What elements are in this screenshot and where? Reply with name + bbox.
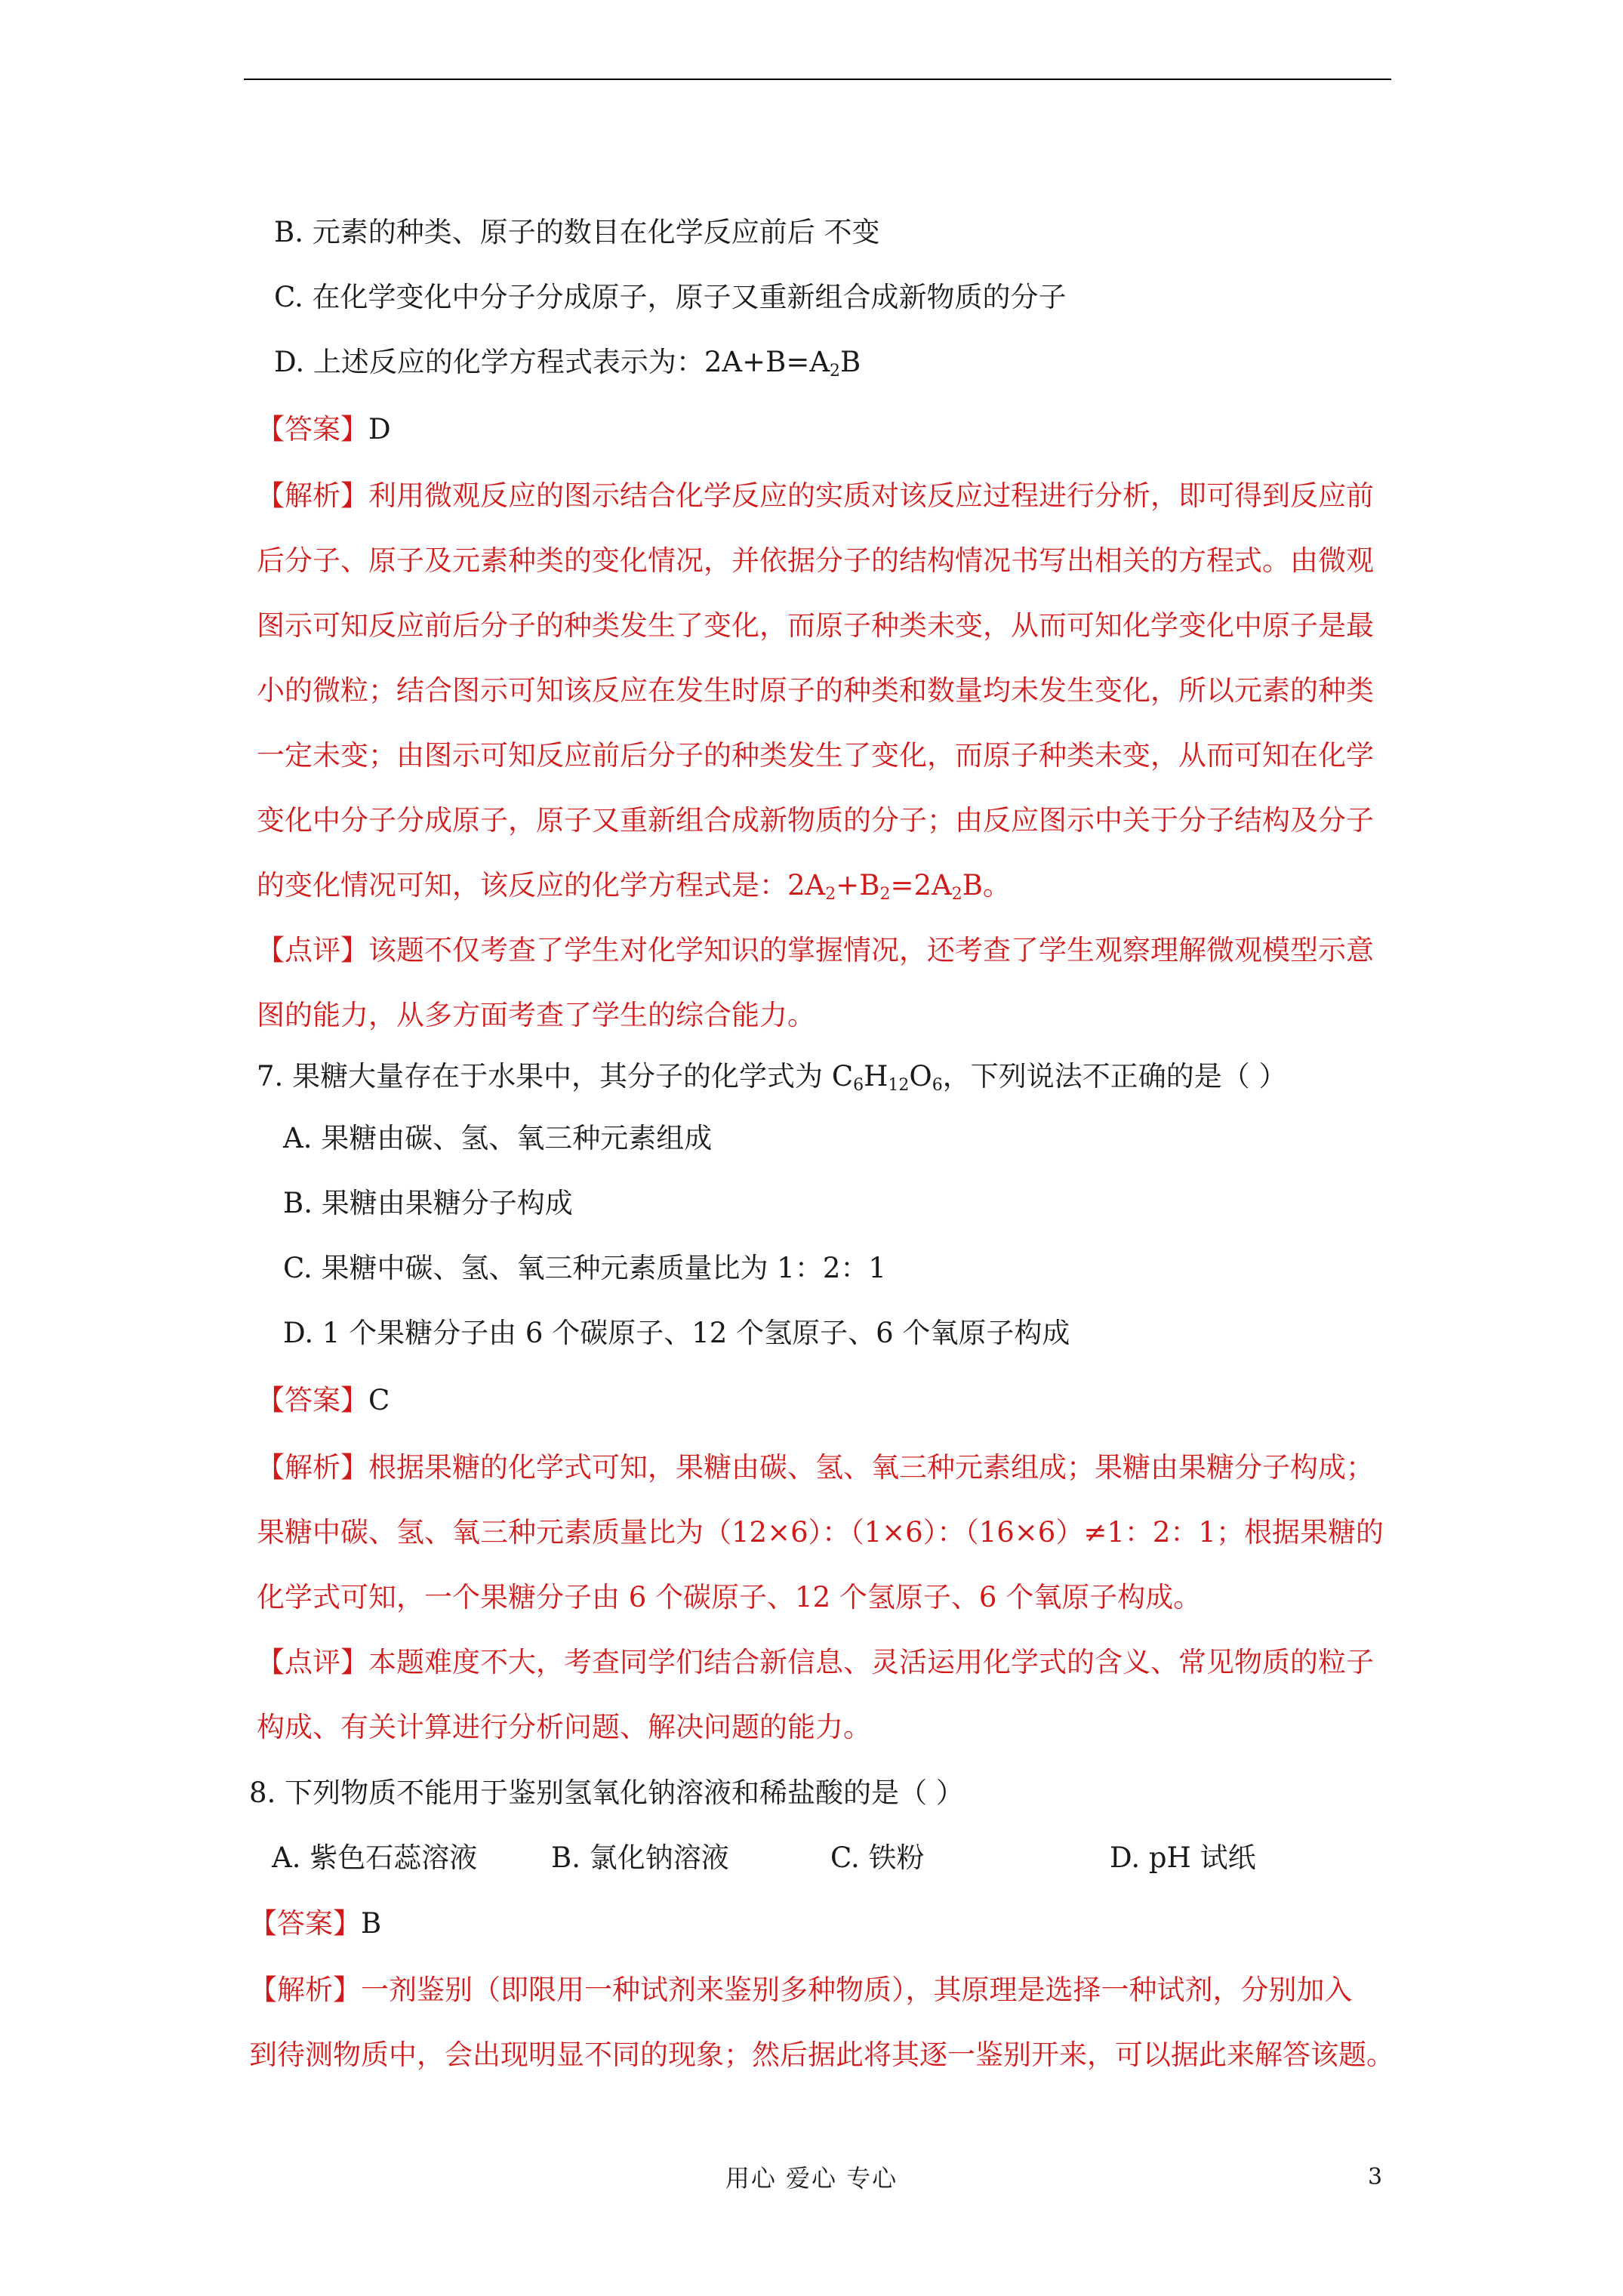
q6-option-b: B. 元素的种类、原子的数目在化学反应前后 不变 bbox=[274, 216, 880, 248]
q7-option-c: C. 果糖中碳、氢、氧三种元素质量比为 1：2：1 bbox=[283, 1252, 886, 1284]
q7-comment-line-2: 构成、有关计算进行分析问题、解决问题的能力。 bbox=[257, 1711, 871, 1743]
q6-analysis-line-3: 图示可知反应前后分子的种类发生了变化，而原子种类未变，从而可知化学变化中原子是最 bbox=[257, 609, 1374, 642]
q8-option-b: B. 氯化钠溶液 bbox=[551, 1841, 729, 1874]
q6-analysis-line-4: 小的微粒；结合图示可知该反应在发生时原子的种类和数量均未发生变化，所以元素的种类 bbox=[257, 674, 1374, 707]
header-rule bbox=[244, 79, 1391, 80]
answer-tag: 【答案】 bbox=[257, 1384, 368, 1416]
q7-analysis-line-3: 化学式可知，一个果糖分子由 6 个碳原子、12 个氢原子、6 个氧原子构成。 bbox=[257, 1581, 1202, 1613]
q8-option-d: D. pH 试纸 bbox=[1110, 1841, 1256, 1874]
q7-option-b: B. 果糖由果糖分子构成 bbox=[283, 1187, 573, 1219]
q6-analysis-line-5: 一定未变；由图示可知反应前后分子的种类发生了变化，而原子种类未变，从而可知在化学 bbox=[257, 739, 1374, 772]
q8-options-row bbox=[272, 1840, 1256, 1876]
q7-stem: 7. 果糖大量存在于水果中，其分子的化学式为 $C_6H_{12}O_6$，下列说法不正确的是（ ） bbox=[257, 1060, 1287, 1095]
answer-value: C bbox=[368, 1384, 390, 1416]
analysis-tag: 【解析】 bbox=[257, 479, 368, 512]
q8-analysis-line-1: 【解析】一剂鉴别（即限用一种试剂来鉴别多种物质），其原理是选择一种试剂，分别加入 bbox=[249, 1974, 1353, 2006]
answer-tag: 【答案】 bbox=[257, 413, 368, 445]
q6-option-d: D. 上述反应的化学方程式表示为：$2A+B=A_2B$ bbox=[274, 346, 861, 381]
q6-comment-line-2: 图的能力，从多方面考查了学生的综合能力。 bbox=[257, 999, 815, 1031]
q8-analysis-line-2: 到待测物质中，会出现明显不同的现象；然后据此将其逐一鉴别开来，可以据此来解答该题。 bbox=[249, 2039, 1394, 2071]
comment-tag: 【点评】 bbox=[257, 934, 368, 966]
q7-analysis-line-2: 果糖中碳、氢、氧三种元素质量比为（12×6）：（1×6）：（16×6）≠1：2：1；根据果糖的 bbox=[257, 1516, 1384, 1549]
q6-analysis-line-1: 【解析】利用微观反应的图示结合化学反应的实质对该反应过程进行分析，即可得到反应前 bbox=[257, 479, 1374, 512]
q6-analysis-line-2: 后分子、原子及元素种类的变化情况，并依据分子的结构情况书写出相关的方程式。由微观 bbox=[257, 544, 1374, 577]
answer-value: B bbox=[361, 1907, 382, 1940]
page-number: 3 bbox=[1368, 2164, 1383, 2190]
q6-analysis-line-6: 变化中分子分成原子，原子又重新组合成新物质的分子；由反应图示中关于分子结构及分子 bbox=[257, 804, 1374, 837]
q7-option-d: D. 1 个果糖分子由 6 个碳原子、12 个氢原子、6 个氧原子构成 bbox=[283, 1317, 1070, 1349]
q6-option-c: C. 在化学变化中分子分成原子，原子又重新组合成新物质的分子 bbox=[274, 281, 1067, 313]
q7-analysis-line-1: 【解析】根据果糖的化学式可知，果糖由碳、氢、氧三种元素组成；果糖由果糖分子构成； bbox=[257, 1451, 1374, 1484]
q8-answer bbox=[249, 1906, 381, 1942]
q6-comment-line-1: 【点评】该题不仅考查了学生对化学知识的掌握情况，还考查了学生观察理解微观模型示意 bbox=[257, 934, 1374, 966]
answer-tag: 【答案】 bbox=[249, 1907, 361, 1940]
q7-option-a: A. 果糖由碳、氢、氧三种元素组成 bbox=[283, 1122, 713, 1154]
q7-answer bbox=[257, 1382, 390, 1419]
q8-option-c: C. 铁粉 bbox=[830, 1841, 925, 1874]
analysis-tag: 【解析】 bbox=[257, 1451, 368, 1484]
page-footer-slogan: 用心 爱心 专心 bbox=[725, 2164, 898, 2193]
comment-tag: 【点评】 bbox=[257, 1646, 368, 1678]
analysis-tag: 【解析】 bbox=[249, 1974, 361, 2006]
q6-analysis-line-7: 的变化情况可知，该反应的化学方程式是：$2A_2+B_2=2A_2B$。 bbox=[257, 869, 1011, 904]
q7-comment-line-1: 【点评】本题难度不大，考查同学们结合新信息、灵活运用化学式的含义、常见物质的粒子 bbox=[257, 1646, 1374, 1678]
q8-option-a: A. 紫色石蕊溶液 bbox=[272, 1841, 478, 1874]
answer-value: D bbox=[368, 413, 391, 445]
q8-stem: 8. 下列物质不能用于鉴别氢氧化钠溶液和稀盐酸的是（ ） bbox=[249, 1777, 964, 1809]
q6-answer bbox=[257, 411, 391, 448]
